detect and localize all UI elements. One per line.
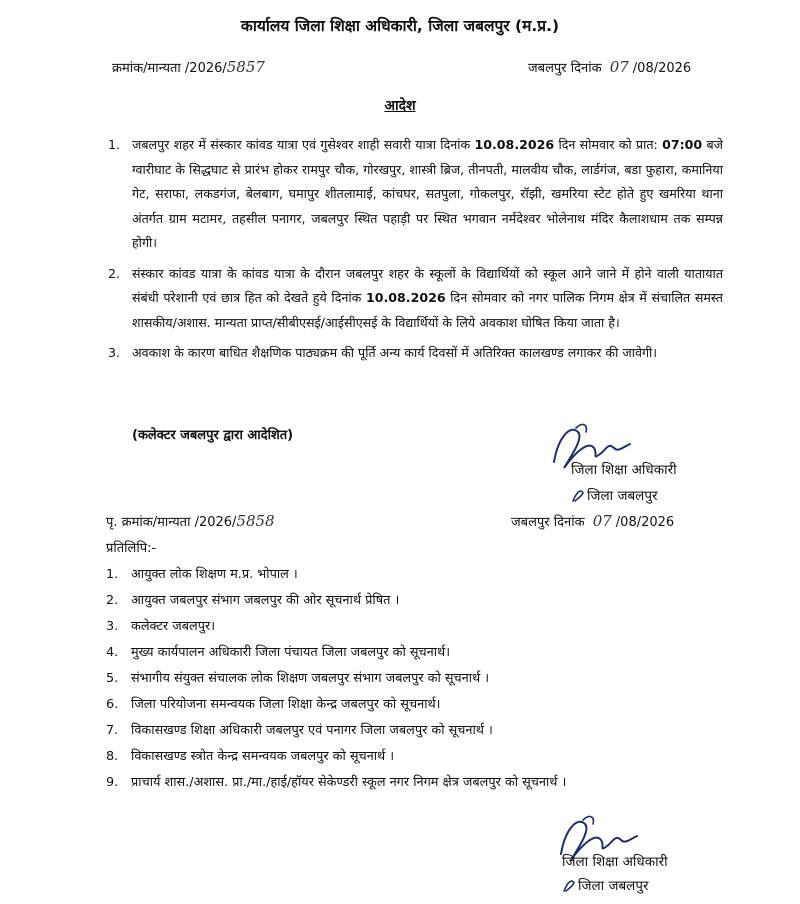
copy-ref-number: 5858 (236, 512, 275, 530)
copy-item-number: 8. (106, 749, 119, 764)
copy-list-item (106, 666, 746, 692)
signature-1-designation: जिला शिक्षा अधिकारी (571, 462, 677, 478)
copy-item-number: 9. (106, 775, 119, 790)
copy-date (511, 512, 674, 530)
copy-item-number: 1. (106, 567, 119, 582)
copy-list-item (106, 718, 746, 744)
order-item-number: 3. (108, 345, 121, 360)
copy-item-text: विकासखण्ड स्त्रोत केन्द्र समन्वयक जबलपुर को सूचनार्थ । (131, 749, 395, 764)
copy-date-prefix: जबलपुर दिनांक (511, 515, 585, 530)
copy-item-number: 3. (106, 619, 119, 634)
copy-ref-prefix: पृ. क्रमांक/मान्यता /2026/ (106, 515, 237, 530)
office-title: कार्यालय जिला शिक्षा अधिकारी, जिला जबलपुर (म.प्र.) (240, 17, 560, 35)
copy-list-item (106, 640, 746, 666)
copy-list-item (106, 770, 746, 796)
order-date-day: 07 (609, 58, 629, 76)
order-item-text: अवकाश के कारण बाधित शैक्षणिक पाठ्यक्रम की पूर्ति अन्य कार्य दिवसों में अतिरिक्त कालखण्ड लगाकर की जावेगी। (132, 345, 658, 360)
signature-2-district (562, 876, 649, 894)
copy-item-text: जिला परियोजना समन्वयक जिला शिक्षा केन्द्र जबलपुर को सूचनार्थ। (131, 697, 441, 712)
order-item-number: 1. (108, 137, 121, 152)
copy-list-item (106, 744, 746, 770)
copy-item-number: 4. (106, 645, 119, 660)
initial-mark-icon (562, 877, 576, 893)
copy-date-suffix: /08/2026 (615, 515, 675, 530)
order-date-prefix: जबलपुर दिनांक (528, 61, 602, 76)
copy-reference (106, 512, 275, 530)
order-item-time: 07:00 (662, 137, 703, 152)
signature-2-district-text: जिला जबलपुर (578, 878, 649, 894)
copy-item-text: कलेक्टर जबलपुर। (131, 619, 216, 634)
copy-heading: प्रतिलिपि:- (106, 541, 157, 556)
copy-item-number: 6. (106, 697, 119, 712)
copy-item-text: प्राचार्य शास./अशास. प्रा./मा./हाई/हॉयर सेकेण्डरी स्कूल नगर निगम क्षेत्र जबलपुर को सूचनार्थ । (131, 775, 567, 790)
copy-list-item (106, 692, 746, 718)
order-item-number: 2. (108, 265, 121, 281)
signature-2-designation: जिला शिक्षा अधिकारी (562, 854, 668, 870)
copy-item-number: 5. (106, 671, 119, 686)
copy-item-number: 7. (106, 723, 119, 738)
order-item-text: संस्कार कांवड यात्रा के कांवड यात्रा के दौरान जबलपुर शहर के स्कूलों के विद्यार्थियों को स्कूल आने जाने में होने वाली यातायात संबंधी परेशानी एवं छात्र हित को देखते हुये दिनांक (132, 265, 723, 305)
copy-item-text: आयुक्त लोक शिक्षण म.प्र. भोपाल । (131, 567, 298, 582)
order-item-date: 10.08.2026 (474, 137, 555, 152)
authority-line: (कलेक्टर जबलपुर द्वारा आदेशित) (132, 428, 294, 443)
order-date-suffix: /08/2026 (632, 61, 692, 76)
order-date (528, 58, 691, 76)
initial-mark-icon (571, 487, 585, 503)
order-reference (112, 58, 265, 76)
copy-list-item (106, 588, 746, 614)
copy-list-item (106, 614, 746, 640)
copy-item-text: आयुक्त जबलपुर संभाग जबलपुर की ओर सूचनार्थ प्रेषित । (131, 593, 400, 608)
order-item-text: जबलपुर शहर में संस्कार कांवड यात्रा एवं गुसेश्वर शाही सवारी यात्रा दिनांक (132, 137, 475, 152)
order-heading: आदेश (384, 98, 416, 114)
order-item-date: 10.08.2026 (365, 290, 446, 305)
order-item-text: दिन सोमवार को प्रात: (554, 137, 663, 152)
order-item-text: दिन सोमवार को नगर पालिक निगम क्षेत्र में संचालित समस्त शासकीय/अशास. मान्यता प्राप्त/सीबीएसई/आईसीएसई के विद्यार्थियों के लिये अवकाश घोषित किया जाता है। (132, 290, 723, 330)
signature-1-district-text: जिला जबलपुर (587, 488, 658, 504)
order-item-text: बजे ग्वारीघाट के सिद्धघाट से प्रारंभ होकर रामपुर चौक, गोरखपुर, शास्त्री ब्रिज, तीनपती, मालवीय चौक, लार्डगंज, बडा फुहारा, कमानिया गेट, सराफा, लकडगंज, बेलबाग, घमापुर शीतलामाई, कांचघर, सतपुला, गोकलपुर, रॉझी, खमरिया स्टेट होते हुए खमरिया थाना अंतर्गत ग्राम मटामर, तहसील पनागर, जबलपुर स्थित पहाड़ी पर स्थित भगवान नर्मदेश्वर भोलेनाथ मंदिर कैलाशधाम तक सम्पन्न होगी। (132, 137, 724, 250)
copy-item-text: मुख्य कार्यपालन अधिकारी जिला पंचायत जिला जबलपुर को सूचनार्थ। (131, 645, 451, 660)
order-item (108, 262, 723, 336)
copy-item-number: 2. (106, 593, 119, 608)
copy-list (106, 562, 746, 796)
signature-1-district (571, 486, 658, 504)
copy-item-text: संभागीय संयुक्त संचालक लोक शिक्षण जबलपुर संभाग जबलपुर को सूचनार्थ । (131, 671, 490, 686)
copy-date-day: 07 (592, 512, 612, 530)
order-item (108, 133, 723, 256)
copy-item-text: विकासखण्ड शिक्षा अधिकारी जबलपुर एवं पनागर जिला जबलपुर को सूचनार्थ । (131, 723, 493, 738)
order-items (108, 133, 723, 372)
order-item (108, 341, 723, 366)
order-ref-number: 5857 (226, 58, 265, 76)
order-ref-prefix: क्रमांक/मान्यता /2026/ (112, 61, 227, 76)
copy-list-item (106, 562, 746, 588)
